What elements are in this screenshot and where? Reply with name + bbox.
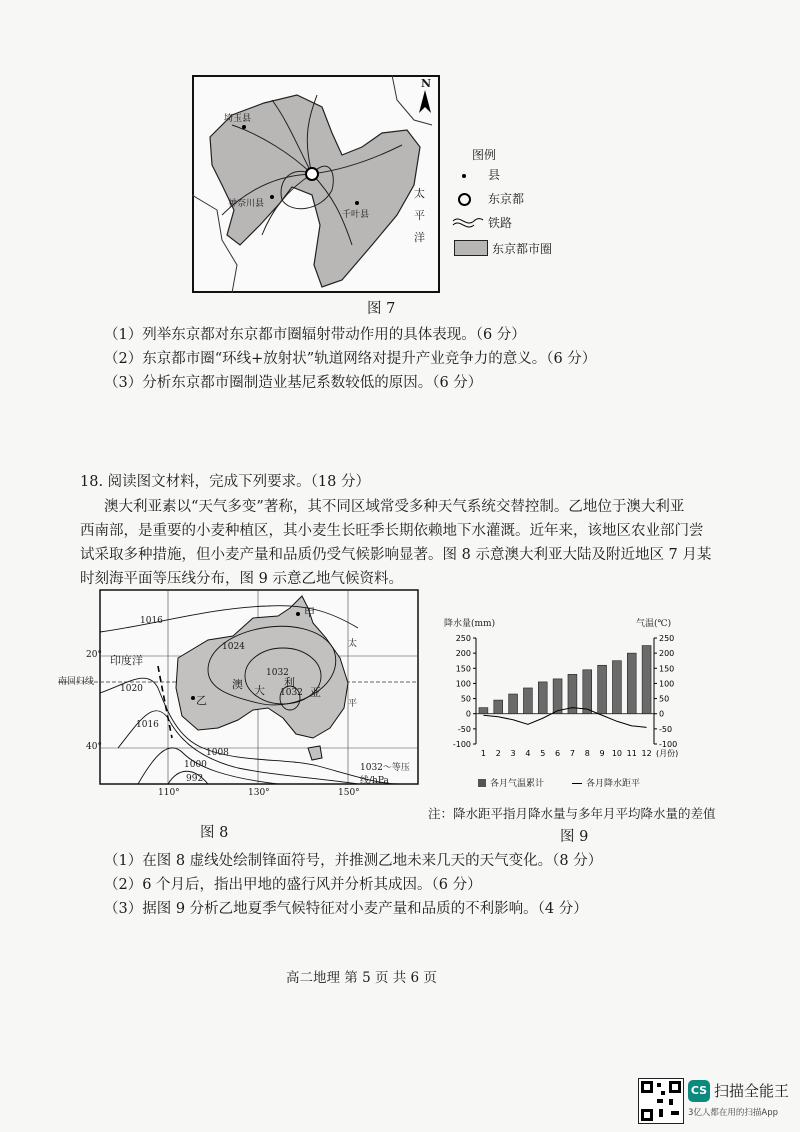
left-tick-label: 150	[455, 664, 471, 674]
label-pacific-a: 太	[348, 639, 358, 649]
right-tick-label: -100	[659, 740, 678, 749]
chart-ylabel-left: 降水量(mm)	[444, 619, 496, 629]
isobar-1032-a: 1032	[266, 668, 289, 678]
figure7-caption: 图 7	[367, 301, 396, 317]
left-tick-label: -50	[457, 724, 471, 734]
month-label: 10	[611, 749, 623, 758]
isobar-legend: 1032～等压线/hPa	[360, 763, 410, 786]
label-pacific-3: 洋	[414, 231, 425, 244]
label-lat-40: 40°	[86, 742, 102, 752]
temp-bar	[627, 653, 636, 714]
legend-county: 县	[488, 168, 501, 182]
month-label: 12	[641, 749, 652, 758]
figure8-caption: 图 8	[200, 825, 229, 841]
label-pacific-1: 太	[414, 187, 425, 200]
temp-bar	[494, 700, 503, 714]
figure9-chart	[440, 612, 690, 777]
month-label: 3	[510, 749, 516, 758]
q18-heading: 18. 阅读图文材料，完成下列要求。（18 分）	[80, 474, 370, 490]
watermark-sub: 3亿人都在用的扫描App	[688, 1108, 779, 1118]
camscanner-logo-icon: CS	[688, 1080, 710, 1102]
legend-title: 图例	[472, 148, 497, 162]
figure9-caption: 图 9	[560, 829, 589, 845]
isobar-1000: 1000	[184, 760, 207, 770]
legend-capital: 东京都	[488, 192, 525, 206]
isobar-1016-bottom: 1016	[136, 720, 159, 730]
isobar-1020: 1020	[120, 684, 143, 694]
railway-icon	[452, 214, 484, 228]
label-aus-1: 澳	[232, 678, 243, 691]
month-label: 8	[584, 749, 590, 758]
q17-item-2: （2）东京都市圈“环线+放射状”轨道网络对提升产业竞争力的意义。（6 分）	[104, 351, 597, 367]
right-tick-label: 50	[659, 694, 670, 704]
isobar-992: 992	[186, 774, 204, 784]
q18-para-3: 试采取多种措施，但小麦产量和品质仍受气候影响显著。图 8 示意澳大利亚大陆及附近地区 7 月某	[80, 547, 712, 563]
label-tropic: 南回归线	[58, 677, 95, 687]
q18-para-1: 澳大利亚素以“天气多变”著称，其不同区域常受多种天气系统交替控制。乙地位于澳大利亚	[104, 499, 685, 515]
month-label: 2	[495, 749, 501, 758]
label-jia: 甲	[304, 606, 315, 619]
x-axis-label: (月份)	[656, 749, 679, 758]
isobar-1016-top: 1016	[140, 616, 163, 626]
left-tick-label: -100	[452, 740, 471, 749]
label-aus-2: 大	[254, 684, 265, 697]
figure9-note: 注：降水距平指月降水量与多年月平均降水量的差值	[428, 806, 716, 821]
watermark-app: 扫描全能王	[714, 1082, 790, 1100]
label-kanagawa: 神奈川县	[228, 199, 265, 209]
temp-bar	[479, 708, 488, 714]
temp-bar	[509, 694, 518, 714]
month-label: 7	[569, 749, 575, 758]
month-label: 11	[626, 749, 637, 758]
label-north: N	[421, 77, 432, 90]
figure7-map	[192, 75, 440, 293]
capital-circle-icon	[458, 193, 471, 206]
q18-para-2: 西南部，是重要的小麦种植区，其小麦生长旺季长期依赖地下水灌溉。近年来，该地区农业部门尝	[80, 523, 704, 539]
left-tick-label: 100	[455, 679, 471, 689]
right-tick-label: 0	[659, 709, 665, 719]
precip-anomaly-line	[483, 708, 646, 728]
month-label: 9	[599, 749, 605, 758]
chart-ylabel-right: 气温(℃)	[636, 619, 672, 629]
figure8-map	[58, 588, 438, 804]
metro-area-swatch	[454, 240, 488, 256]
temp-bar-swatch	[478, 779, 486, 787]
tokyo-map-svg	[192, 75, 440, 293]
q17-item-3: （3）分析东京都市圈制造业基尼系数较低的原因。（6 分）	[104, 375, 483, 391]
month-label: 5	[540, 749, 546, 758]
label-lon-110: 110°	[158, 788, 180, 798]
legend-precip: 各月降水距平	[586, 779, 641, 789]
temp-bar	[598, 665, 607, 713]
precip-line-swatch	[572, 783, 582, 784]
isobar-1032-b: 1032	[280, 688, 303, 698]
month-label: 1	[480, 749, 486, 758]
isobar-1008: 1008	[206, 748, 229, 758]
label-pacific-b: 平	[348, 699, 358, 709]
right-tick-label: 200	[659, 649, 675, 659]
q18-item-2: （2）6 个月后，指出甲地的盛行风并分析其成因。（6 分）	[104, 877, 482, 893]
temp-bar	[583, 670, 592, 714]
county-dot-icon	[462, 174, 466, 178]
label-yi: 乙	[196, 694, 207, 707]
legend-railway: 铁路	[488, 216, 513, 230]
right-tick-label: 250	[659, 634, 675, 643]
temp-bar	[642, 646, 651, 714]
figure7-legend	[452, 146, 582, 266]
label-pacific-2: 平	[414, 209, 425, 222]
label-aus-4: 亚	[310, 686, 321, 699]
label-saitama: 埼玉县	[224, 114, 252, 124]
label-lon-150: 150°	[338, 788, 360, 798]
q18-item-1: （1）在图 8 虚线处绘制锋面符号，并推测乙地未来几天的天气变化。（8 分）	[104, 853, 603, 869]
right-tick-label: 100	[659, 679, 675, 689]
qr-code-icon	[638, 1078, 684, 1124]
temp-bar	[553, 679, 562, 714]
label-chiba: 千叶县	[342, 210, 370, 220]
climate-chart-svg	[440, 612, 690, 777]
legend-temp: 各月气温累计	[490, 779, 545, 789]
temp-bar	[523, 688, 532, 714]
q18-para-4: 时刻海平面等压线分布，图 9 示意乙地气候资料。	[80, 571, 403, 587]
label-lon-130: 130°	[248, 788, 270, 798]
figure9-legend	[470, 776, 710, 792]
left-tick-label: 200	[455, 649, 471, 659]
legend-area: 东京都市圈	[492, 242, 553, 256]
left-tick-label: 0	[465, 709, 471, 719]
tokyo-marker	[306, 168, 318, 180]
page-footer: 高二地理 第 5 页 共 6 页	[286, 970, 437, 986]
label-aus-3: 利	[284, 676, 295, 689]
temp-bar	[538, 682, 547, 714]
month-label: 4	[525, 749, 531, 758]
left-tick-label: 250	[455, 634, 471, 643]
isobar-1024: 1024	[222, 642, 245, 652]
label-indian-ocean: 印度洋	[110, 654, 143, 667]
q17-item-1: （1）列举东京都对东京都市圈辐射带动作用的具体表现。（6 分）	[104, 327, 526, 343]
temp-bar	[612, 661, 621, 714]
month-label: 6	[555, 749, 561, 758]
right-tick-label: 150	[659, 664, 675, 674]
q18-item-3: （3）据图 9 分析乙地夏季气候特征对小麦产量和品质的不利影响。（4 分）	[104, 901, 588, 917]
left-tick-label: 50	[460, 694, 471, 704]
label-lat-20: 20°	[86, 650, 102, 660]
right-tick-label: -50	[659, 724, 673, 734]
